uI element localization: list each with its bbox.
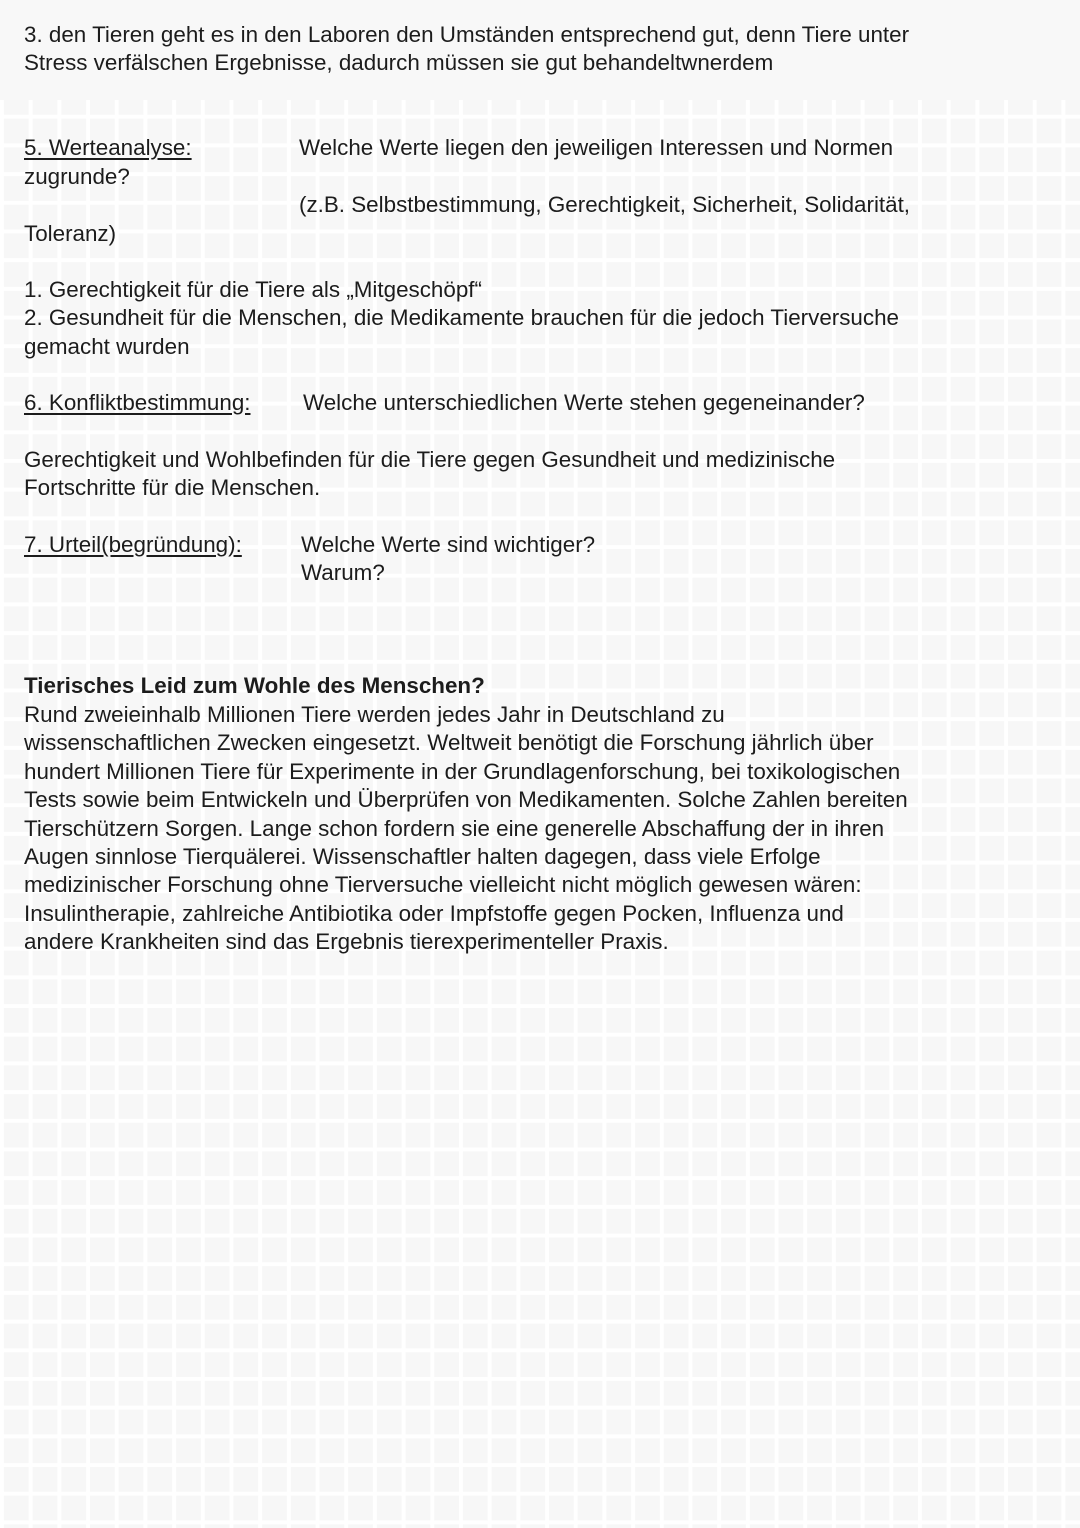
section5-examples-cont: Toleranz) (24, 221, 117, 246)
article-line: wissenschaftlichen Zwecken eingesetzt. Weltweit benötigt die Forschung jährlich über (24, 730, 874, 755)
section5-question: Welche Werte liegen den jeweiligen Interessen und Normen (299, 135, 894, 160)
article-title: Tierisches Leid zum Wohle des Menschen? (24, 673, 485, 698)
article-line: Rund zweieinhalb Millionen Tiere werden jedes Jahr in Deutschland zu (24, 702, 725, 727)
intro-line-2: Stress verfälschen Ergebnisse, dadurch müssen sie gut behandeltwnerdem (24, 50, 774, 75)
article-line: Insulintherapie, zahlreiche Antibiotika oder Impfstoffe gegen Pocken, Influenza und (24, 901, 844, 926)
article-line: Tierschützern Sorgen. Lange schon fordern sie eine generelle Abschaffung der in ihren (24, 816, 885, 841)
article-line: Tests sowie beim Entwickeln und Überprüfen von Medikamenten. Solche Zahlen bereiten (24, 787, 908, 812)
section5-heading-cont: zugrunde? (24, 164, 130, 189)
section6-answer-line-2: Fortschritte für die Menschen. (24, 475, 321, 500)
intro-line-1: 3. den Tieren geht es in den Laboren den Umständen entsprechend gut, denn Tiere unter (24, 22, 910, 47)
section6-question: Welche unterschiedlichen Werte stehen gegeneinander? (303, 390, 865, 415)
section7-question-line-2: Warum? (301, 560, 385, 585)
section5-examples: (z.B. Selbstbestimmung, Gerechtigkeit, Sicherheit, Solidarität, (299, 192, 911, 217)
article-line: medizinischer Forschung ohne Tierversuche vielleicht nicht möglich gewesen wären: (24, 872, 862, 897)
article-line: andere Krankheiten sind das Ergebnis tierexperimenteller Praxis. (24, 929, 669, 954)
section7-heading: 7. Urteil(begründung): (24, 532, 242, 557)
article-line: Augen sinnlose Tierquälerei. Wissenschaftler halten dagegen, dass viele Erfolge (24, 844, 821, 869)
section5-answer-2-line-2: gemacht wurden (24, 334, 190, 359)
section7-question-line-1: Welche Werte sind wichtiger? (301, 532, 596, 557)
section5-heading: 5. Werteanalyse: (24, 135, 192, 160)
article-line: hundert Millionen Tiere für Experimente in der Grundlagenforschung, bei toxikologischen (24, 759, 901, 784)
section5-answer-2-line-1: 2. Gesundheit für die Menschen, die Medikamente brauchen für die jedoch Tierversuche (24, 305, 899, 330)
section5-answer-1: 1. Gerechtigkeit für die Tiere als „Mitgeschöpf“ (24, 277, 482, 302)
section6-heading: 6. Konfliktbestimmung: (24, 390, 251, 415)
section6-answer-line-1: Gerechtigkeit und Wohlbefinden für die Tiere gegen Gesundheit und medizinische (24, 447, 836, 472)
